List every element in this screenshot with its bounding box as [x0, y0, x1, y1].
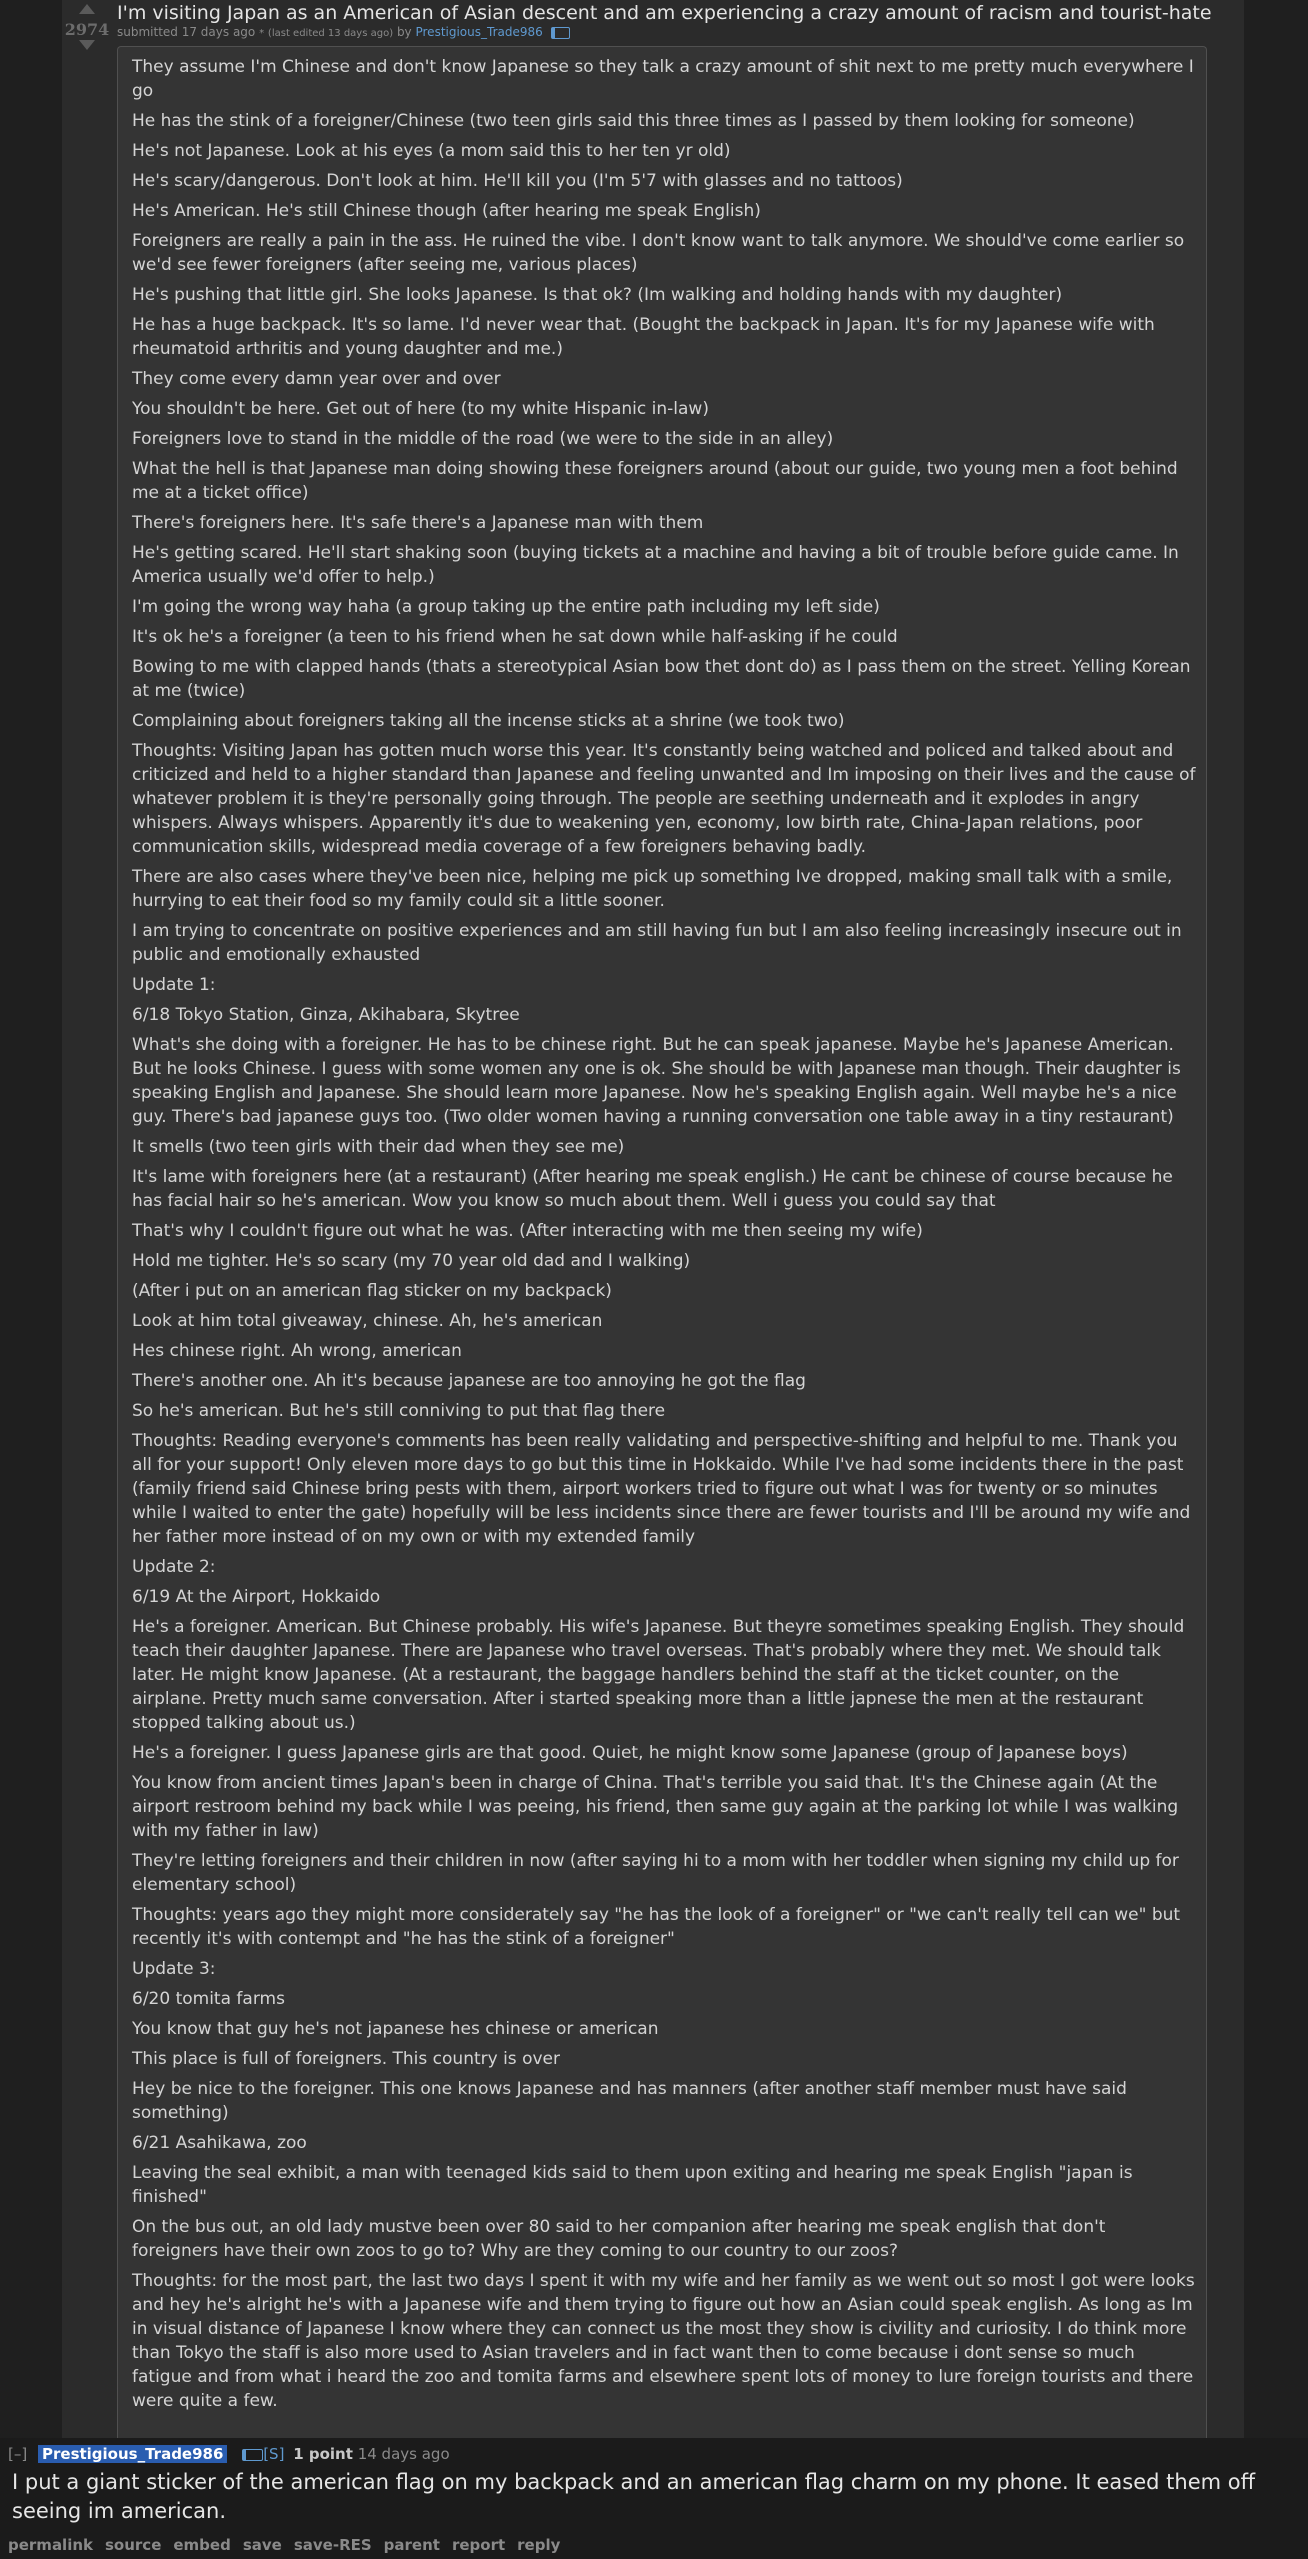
- post-paragraph: 6/19 At the Airport, Hokkaido: [132, 1587, 381, 1607]
- post-paragraph: He's pushing that little girl. She looks Japanese. Is that ok? (Im walking and holding hands with my daughter): [132, 285, 1063, 305]
- post-paragraph: Update 3:: [132, 1959, 216, 1979]
- post-paragraph: Hes chinese right. Ah wrong, american: [132, 1341, 462, 1361]
- comment: [0, 2438, 1308, 2559]
- post-paragraph: Thoughts: Visiting Japan has gotten much worse this year. It's constantly being watched and policed and talked about and criticized and held to a higher standard than Japanese and feeling unwanted and Im imposing on their lives and the cause of whatever problem it is they're personally going through. The people are seething underneath and it explodes in angry whispers. Always whispers. Apparently it's due to weakening yen, economy, low birth rate, China-Japan relations, poor communication skills, widespread media coverage of a few foreigners behaving badly.: [132, 741, 1196, 857]
- post-paragraph: He has a huge backpack. It's so lame. I'd never wear that. (Bought the backpack in Japan. It's for my Japanese wife with rheumatoid arthritis and young daughter and me.): [132, 315, 1155, 359]
- post-title[interactable]: I'm visiting Japan as an American of Asian descent and am experiencing a crazy amount of racism and tourist-hate: [117, 2, 1212, 24]
- edited-time: (last edited 13 days ago): [267, 28, 394, 39]
- upvote-arrow-icon[interactable]: [79, 4, 95, 14]
- submitter-badge[interactable]: [S]: [263, 2445, 285, 2463]
- post-paragraph: I am trying to concentrate on positive experiences and am still having fun but I am also feeling increasingly insecure out in public and emotionally exhausted: [132, 921, 1182, 965]
- comment-text: I put a giant sticker of the american flag on my backpack and an american flag charm on my phone. It eased them off seeing im american.: [12, 2470, 1256, 2523]
- comment-link-save-res[interactable]: save-RES: [293, 2536, 372, 2554]
- post-paragraph: Update 1:: [132, 975, 216, 995]
- post-paragraph: He's American. He's still Chinese though (after hearing me speak English): [132, 201, 761, 221]
- post-paragraph: Leaving the seal exhibit, a man with teenaged kids said to them upon exiting and hearing me speak English "japan is finished": [132, 2163, 1133, 2207]
- post-paragraph: You know that guy he's not japanese hes chinese or american: [132, 2019, 659, 2039]
- post-paragraph: You shouldn't be here. Get out of here (to my white Hispanic in-law): [132, 399, 709, 419]
- comment-link-source[interactable]: source: [105, 2536, 162, 2554]
- comment-link-parent[interactable]: parent: [383, 2536, 440, 2554]
- post-paragraph: 6/18 Tokyo Station, Ginza, Akihabara, Skytree: [132, 1005, 520, 1025]
- collapse-toggle[interactable]: [–]: [8, 2445, 28, 2463]
- user-tag-icon[interactable]: [242, 2449, 263, 2461]
- edited-marker: *: [259, 28, 265, 39]
- submitted-time: submitted 17 days ago: [117, 25, 256, 39]
- comment-link-reply[interactable]: reply: [517, 2536, 561, 2554]
- post-paragraph: He has the stink of a foreigner/Chinese (two teen girls said this three times as I passed by them looking for someone): [132, 111, 1135, 131]
- post-body: [117, 46, 1207, 2438]
- comment-link-embed[interactable]: embed: [173, 2536, 231, 2554]
- post-paragraph: It smells (two teen girls with their dad when they see me): [132, 1137, 625, 1157]
- post-paragraph: Foreigners love to stand in the middle of the road (we were to the side in an alley): [132, 429, 834, 449]
- post-container: [62, 0, 1244, 2438]
- post-paragraph: They're letting foreigners and their children in now (after saying hi to a mom with her toddler when signing my child up for elementary school): [132, 1851, 1179, 1895]
- comment-link-save[interactable]: save: [242, 2536, 282, 2554]
- user-tag-icon[interactable]: [551, 27, 570, 39]
- comment-links: [8, 2536, 572, 2554]
- post-tagline: [117, 25, 570, 39]
- post-paragraph: Hey be nice to the foreigner. This one knows Japanese and has manners (after another staff member must have said something): [132, 2079, 1127, 2123]
- post-paragraph: So he's american. But he's still conniving to put that flag there: [132, 1401, 666, 1421]
- post-paragraph: Complaining about foreigners taking all the incense sticks at a shrine (we took two): [132, 711, 845, 731]
- comment-link-report[interactable]: report: [451, 2536, 506, 2554]
- post-paragraph: Update 2:: [132, 1557, 216, 1577]
- post-paragraph: He's a foreigner. American. But Chinese probably. His wife's Japanese. But theyre sometimes speaking English. They should teach their daughter Japanese. There are Japanese who travel overseas. That's probably where they met. We should talk later. He might know Japanese. (At a restaurant, the baggage handlers behind the staff at the ticket counter, on the airplane. Pretty much same conversation. After i started speaking more than a little japnese the men at the restaurant stopped talking about us.): [132, 1617, 1185, 1733]
- post-paragraph: There are also cases where they've been nice, helping me pick up something Ive dropped, making small talk with a smile, hurrying to eat their food so my family could sit a little sooner.: [132, 867, 1173, 911]
- post-paragraph: He's getting scared. He'll start shaking soon (buying tickets at a machine and having a bit of trouble before guide came. In America usually we'd offer to help.): [132, 543, 1179, 587]
- post-paragraph: On the bus out, an old lady mustve been over 80 said to her companion after hearing me speak english that don't foreigners have their own zoos to go to? Why are they coming to our country to our zoos?: [132, 2217, 1106, 2261]
- post-score: 2974: [64, 20, 110, 39]
- by-label: by: [396, 25, 412, 39]
- post-paragraph: Foreigners are really a pain in the ass. He ruined the vibe. I don't know want to talk anymore. We should've come earlier so we'd see fewer foreigners (after seeing me, various places): [132, 231, 1185, 275]
- post-paragraph: There's another one. Ah it's because japanese are too annoying he got the flag: [132, 1371, 806, 1391]
- post-paragraph: 6/21 Asahikawa, zoo: [132, 2133, 307, 2153]
- downvote-arrow-icon[interactable]: [79, 40, 95, 50]
- post-paragraph: He's scary/dangerous. Don't look at him. He'll kill you (I'm 5'7 with glasses and no tattoos): [132, 171, 903, 191]
- post-paragraph: Hold me tighter. He's so scary (my 70 year old dad and I walking): [132, 1251, 691, 1271]
- post-paragraph: I'm going the wrong way haha (a group taking up the entire path including my left side): [132, 597, 880, 617]
- post-paragraph: He's a foreigner. I guess Japanese girls are that good. Quiet, he might know some Japanese (group of Japanese boys): [132, 1743, 1128, 1763]
- post-author-link[interactable]: Prestigious_Trade986: [415, 25, 543, 39]
- post-paragraph: You know from ancient times Japan's been in charge of China. That's terrible you said that. It's the Chinese again (At the airport restroom behind my back while I was peeing, his friend, then same guy again at the parking lot while I was walking with my father in law): [132, 1773, 1179, 1841]
- post-paragraph: He's not Japanese. Look at his eyes (a mom said this to her ten yr old): [132, 141, 731, 161]
- post-paragraph: Look at him total giveaway, chinese. Ah, he's american: [132, 1311, 603, 1331]
- post-paragraph: There's foreigners here. It's safe there's a Japanese man with them: [132, 513, 704, 533]
- post-paragraph: That's why I couldn't figure out what he was. (After interacting with me then seeing my wife): [132, 1221, 923, 1241]
- post-paragraph: What's she doing with a foreigner. He has to be chinese right. But he can speak japanese. Maybe he's Japanese American. But he looks Chinese. I guess with some women any one is ok. She should be with Japanese man though. Their daughter is speaking English and Japanese. She should learn more Japanese. Now he's speaking English again. Well maybe he's a nice guy. There's bad japanese guys too. (Two older women having a running conversation one table away in a tiny restaurant): [132, 1035, 1181, 1127]
- post-paragraph: This place is full of foreigners. This country is over: [132, 2049, 560, 2069]
- post-paragraph: Thoughts: years ago they might more considerately say "he has the look of a foreigner" or "we can't really tell can we" but recently it's with contempt and "he has the stink of a foreigner": [132, 1905, 1181, 1949]
- post-paragraph: They assume I'm Chinese and don't know Japanese so they talk a crazy amount of shit next to me pretty much everywhere I go: [132, 57, 1194, 101]
- post-paragraph: Thoughts: Reading everyone's comments has been really validating and perspective-shifting and helpful to me. Thank you all for your support! Only eleven more days to go but this time in Hokkaido. While I've had some incidents there in the past (family friend said Chinese bring pests with them, airport workers tried to figure out what I was for twenty or so minutes while I waited to enter the gate) hopefully will be less incidents since there are fewer tourists and I'll be around my wife and her father more instead of on my own or with my extended family: [132, 1431, 1191, 1547]
- post-paragraph: 6/20 tomita farms: [132, 1989, 285, 2009]
- post-paragraph: It's ok he's a foreigner (a teen to his friend when he sat down while half-asking if he could: [132, 627, 898, 647]
- post-paragraph: Bowing to me with clapped hands (thats a stereotypical Asian bow thet dont do) as I pass them on the street. Yelling Korean at me (twice): [132, 657, 1191, 701]
- comment-header: [8, 2445, 450, 2463]
- post-paragraph: What the hell is that Japanese man doing showing these foreigners around (about our guide, two young men a foot behind me at a ticket office): [132, 459, 1178, 503]
- post-paragraph: It's lame with foreigners here (at a restaurant) (After hearing me speak english.) He cant be chinese of course because he has facial hair so he's american. Wow you know so much about them. Well i guess you could say that: [132, 1167, 1173, 1211]
- comment-link-permalink[interactable]: permalink: [8, 2536, 93, 2554]
- comment-points: 1 point: [293, 2445, 353, 2463]
- post-paragraph: (After i put on an american flag sticker on my backpack): [132, 1281, 612, 1301]
- comment-author-link[interactable]: Prestigious_Trade986: [38, 2445, 227, 2463]
- post-paragraph: Thoughts: for the most part, the last two days I spent it with my wife and her family as we went out so most I got were looks and hey he's alright he's with a Japanese wife and them trying to figure out how an Asian could speak english. As long as Im in visual distance of Japanese I know where they can connect us the most they show is civility and curiosity. I do think more than Tokyo the staff is also more used to Asian travelers and in fact want then to come because i dont sense so much fatigue and from what i heard the zoo and tomita farms and elsewhere spent lots of money to lure foreign tourists and there were quite a few.: [132, 2271, 1195, 2411]
- post-paragraph: They come every damn year over and over: [132, 369, 501, 389]
- comment-time: 14 days ago: [357, 2445, 450, 2463]
